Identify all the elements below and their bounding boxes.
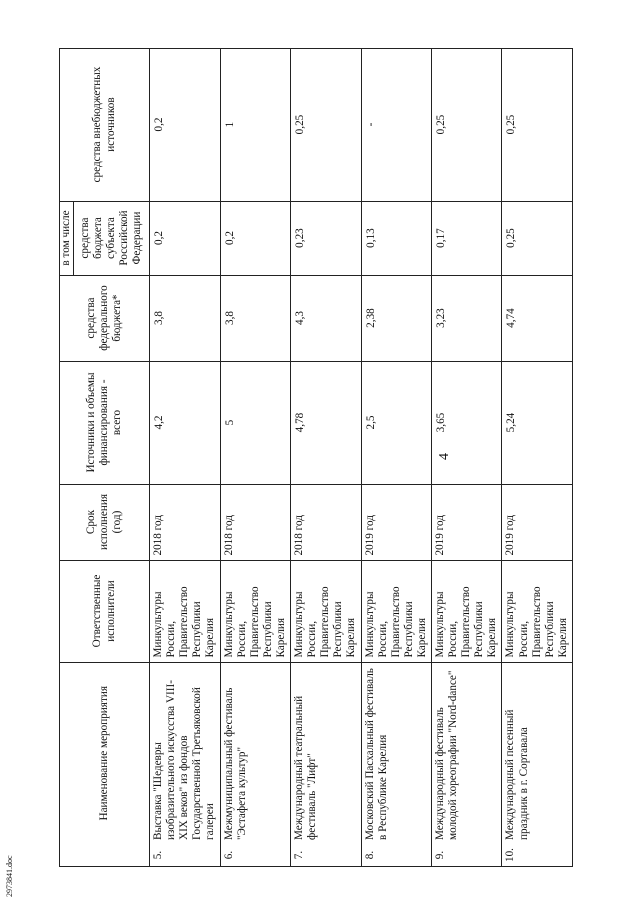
header-name: Наименование мероприятия: [60, 662, 150, 844]
row-federal: 4,74: [502, 275, 572, 361]
row-extrabudget: 0,2: [150, 48, 220, 201]
row-regional: 0,17: [431, 201, 501, 275]
header-num-cell: [60, 844, 150, 866]
row-total: 4,2: [150, 361, 220, 484]
row-regional: 0,2: [150, 201, 220, 275]
row-regional: 0,23: [291, 201, 361, 275]
row-federal: 3,8: [220, 275, 290, 361]
header-row-top: [60, 48, 74, 866]
row-name: Международный театральный фестиваль "Лифт": [291, 662, 361, 844]
header-responsible: Ответственные исполнители: [60, 560, 150, 662]
table-row: [150, 48, 220, 866]
page-number: 4: [437, 453, 452, 460]
row-num: 6.: [220, 844, 290, 866]
row-federal: 4,3: [291, 275, 361, 361]
row-extrabudget: 0,25: [291, 48, 361, 201]
doc-id: 2973841.doc: [5, 855, 14, 897]
header-in-that: в том числе: [60, 201, 74, 275]
row-responsible: Минкультуры России, Правительство Республики Карелия: [291, 560, 361, 662]
row-total: 5: [220, 361, 290, 484]
row-federal: 3,23: [431, 275, 501, 361]
measures-table: [59, 48, 573, 867]
row-name: Выставка "Шедевры изобразительного искусства VIII-XIX веков" из фондов Государственной Третьяковской галереи: [150, 662, 220, 844]
table-row: [361, 48, 431, 866]
row-responsible: Минкультуры России, Правительство Республики Карелия: [220, 560, 290, 662]
table-row: [431, 48, 501, 866]
row-num: 8.: [361, 844, 431, 866]
row-num: 7.: [291, 844, 361, 866]
row-extrabudget: 0,25: [431, 48, 501, 201]
row-total: 5,24: [502, 361, 572, 484]
table-row: [220, 48, 290, 866]
row-federal: 3,8: [150, 275, 220, 361]
row-name: Московский Пасхальный фестиваль в Республике Карелия: [361, 662, 431, 844]
header-total: Источники и объемы финансирования - всего: [60, 361, 150, 484]
row-total: 4,78: [291, 361, 361, 484]
row-extrabudget: -: [361, 48, 431, 201]
row-name: Международный фестиваль молодой хореографии "Nord-dance": [431, 662, 501, 844]
row-responsible: Минкультуры России, Правительство Республики Карелия: [150, 560, 220, 662]
table-row: [502, 48, 572, 866]
table-row: [291, 48, 361, 866]
row-term: 2019 год: [502, 484, 572, 560]
header-extrabudget: средства внебюджетных источников: [60, 48, 150, 201]
row-name: Международный песенный праздник в г. Сортавала: [502, 662, 572, 844]
row-term: 2018 год: [220, 484, 290, 560]
row-responsible: Минкультуры России, Правительство Республики Карелия: [361, 560, 431, 662]
row-regional: 0,13: [361, 201, 431, 275]
row-extrabudget: 0,25: [502, 48, 572, 201]
row-regional: 0,25: [502, 201, 572, 275]
header-federal: средства федерального бюджета*: [60, 275, 150, 361]
header-term: Срок исполнения (год): [60, 484, 150, 560]
row-federal: 2,38: [361, 275, 431, 361]
row-regional: 0,2: [220, 201, 290, 275]
row-term: 2018 год: [291, 484, 361, 560]
row-term: 2018 год: [150, 484, 220, 560]
row-num: 5.: [150, 844, 220, 866]
row-num: 10.: [502, 844, 572, 866]
row-total: 3,65: [431, 361, 501, 484]
header-regional: средства бюджета субъекта Российской Федерации: [74, 201, 150, 275]
row-name: Межмуниципальный фестиваль "Эстафета культур": [220, 662, 290, 844]
row-extrabudget: 1: [220, 48, 290, 201]
row-term: 2019 год: [361, 484, 431, 560]
row-total: 2,5: [361, 361, 431, 484]
row-term: 2019 год: [431, 484, 501, 560]
row-responsible: Минкультуры России, Правительство Республики Карелия: [431, 560, 501, 662]
row-num: 9.: [431, 844, 501, 866]
row-responsible: Минкультуры России, Правительство Республики Карелия: [502, 560, 572, 662]
